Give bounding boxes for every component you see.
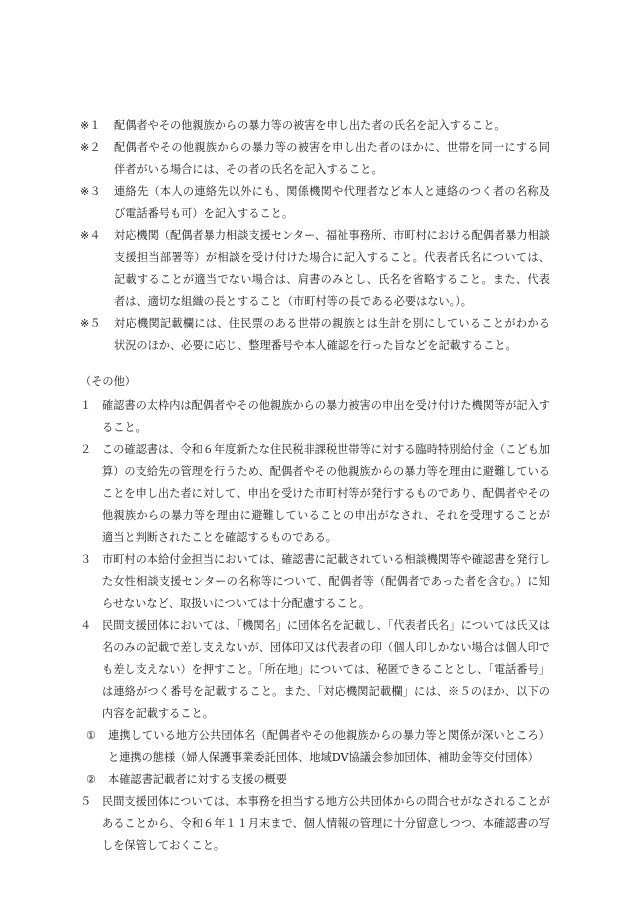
- item-2: [80, 439, 550, 549]
- subitem-text: 連携している地方公共団体名（配偶者やその他親族からの暴力等と関係が深いところ）と連携の態様（婦人保護事業委託団体、地域DV協議会参加団体、補助金等交付団体）: [108, 729, 550, 764]
- note-text: 対応機関（配偶者暴力相談支援センター、福祉事務所、市町村における配偶者暴力相談支援担当部署等）が相談を受け付けた場合に記入すること。代表者氏名については、記載することが適当でない場合は、肩書のみとし、氏名を省略すること。また、代表者は、適切な組織の長とすること（市町村等の長である必要はない。）。: [114, 229, 550, 308]
- item-number: ４: [80, 619, 92, 632]
- item-text: この確認書は、令和６年度新たな住民税非課税世帯等に対する臨時特別給付金（こども加算）の支給先の管理を行うため、配偶者やその他親族からの暴力等を理由に避難していることを申し出た者に対して、申出を受けた市町村等が発行するものであり、配偶者やその他親族からの暴力等を理由に避難していることの申出がなされ、それを受理することが適当と判断されたことを確認するものである。: [102, 443, 550, 544]
- item-number: １: [80, 399, 92, 412]
- subitem-marker: ①: [86, 729, 97, 742]
- subitem-1: [80, 725, 550, 769]
- item-text: 確認書の太枠内は配偶者やその他親族からの暴力被害の申出を受け付けた機関等が記入すること。: [102, 399, 550, 434]
- other-items-section: [80, 395, 550, 857]
- note-text: 連絡先（本人の連絡先以外にも、関係機関や代理者など本人と連絡のつく者の名称及び電話番号も可）を記入すること。: [114, 185, 550, 220]
- other-heading: （その他）: [80, 375, 136, 388]
- item-number: ５: [80, 795, 92, 808]
- item-text: 民間支援団体においては、「機関名」に団体名を記載し、「代表者氏名」については氏又は名のみの記載で差し支えないが、団体印又は代表者の印（個人印しかない場合は個人印でも差し支えない）を押すこと。「所在地」については、秘匿できることとし、「電話番号」は連絡がつく番号を記載すること。また、「対応機関記載欄」には、※５のほか、以下の内容を記載すること。: [102, 619, 550, 720]
- note-text: 配偶者やその他親族からの暴力等の被害を申し出た者の氏名を記入すること。: [114, 119, 506, 132]
- note-text: 配偶者やその他親族からの暴力等の被害を申し出た者のほかに、世帯を同一にする同伴者がいる場合には、その者の氏名を記入すること。: [114, 141, 550, 176]
- item-5: [80, 791, 550, 857]
- note-3: [80, 181, 550, 225]
- item-number: ３: [80, 553, 92, 566]
- notes-section: [80, 115, 550, 357]
- item-text: 民間支援団体については、本事務を担当する地方公共団体からの問合せがなされることがあることから、令和６年１１月末まで、個人情報の管理に十分留意しつつ、本確認書の写しを保管しておくこと。: [102, 795, 550, 852]
- note-marker: ※４: [80, 229, 101, 242]
- note-4: [80, 225, 550, 313]
- note-2: [80, 137, 550, 181]
- subitem-2: [80, 769, 550, 791]
- item-number: ２: [80, 443, 92, 456]
- item-1: [80, 395, 550, 439]
- item-text: 市町村の本給付金担当においては、確認書に記載されている相談機関等や確認書を発行した女性相談支援センターの名称等について、配偶者等（配偶者であった者を含む。）に知らせないなど、取扱いについては十分配慮すること。: [102, 553, 550, 610]
- subitem-text: 本確認書記載者に対する支援の概要: [108, 773, 288, 786]
- note-5: [80, 313, 550, 357]
- subitem-marker: ②: [86, 773, 97, 786]
- note-text: 対応機関記載欄には、住民票のある世帯の親族とは生計を別にしていることがわかる状況のほか、必要に応じ、整理番号や本人確認を行った旨などを記載すること。: [114, 317, 550, 352]
- document-body: [80, 115, 550, 857]
- note-marker: ※２: [80, 141, 101, 154]
- item-4: [80, 615, 550, 725]
- note-1: [80, 115, 550, 137]
- note-marker: ※３: [80, 185, 101, 198]
- item-3: [80, 549, 550, 615]
- note-marker: ※１: [80, 119, 101, 132]
- note-marker: ※５: [80, 317, 101, 330]
